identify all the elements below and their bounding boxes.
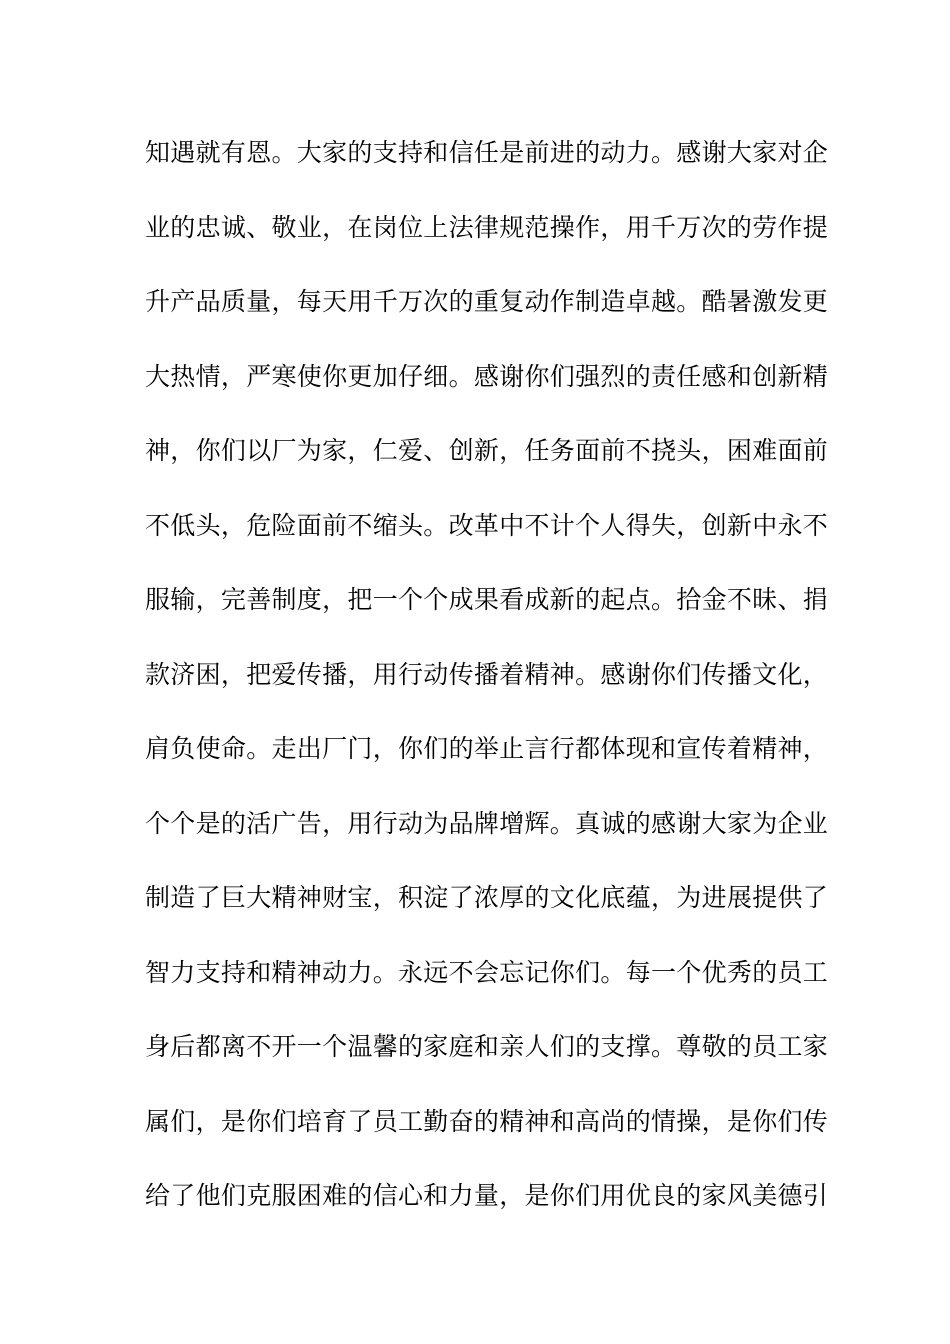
text-line: 制造了巨大精神财宝，积淀了浓厚的文化底蕴，为进展提供了	[145, 883, 829, 912]
text-line: 服输，完善制度，把一个个成果看成新的起点。拾金不昧、捐	[145, 585, 829, 614]
text-line: 大热情，严寒使你更加仔细。感谢你们强烈的责任感和创新精	[145, 361, 829, 391]
text-line: 身后都离不开一个温馨的家庭和亲人们的支撑。尊敬的员工家	[145, 1032, 829, 1061]
text-line: 升产品质量，每天用千万次的重复动作制造卓越。酷暑激发更	[145, 287, 829, 316]
text-line: 个个是的活广告，用行动为品牌增辉。真诚的感谢大家为企业	[145, 808, 829, 838]
text-line: 款济困，把爱传播，用行动传播着精神。感谢你们传播文化，	[145, 659, 829, 689]
text-line: 不低头，危险面前不缩头。改革中不计个人得失，创新中永不	[145, 510, 829, 540]
text-line: 知遇就有恩。大家的支持和信任是前进的动力。感谢大家对企	[145, 138, 829, 167]
text-line: 业的忠诚、敬业，在岗位上法律规范操作，用千万次的劳作提	[145, 212, 829, 242]
text-line: 肩负使命。走出厂门，你们的举止言行都体现和宣传着精神，	[145, 734, 829, 763]
body-text	[145, 128, 829, 1246]
text-line: 神，你们以厂为家，仁爱、创新，任务面前不挠头，困难面前	[145, 436, 829, 465]
text-line: 智力支持和精神动力。永远不会忘记你们。每一个优秀的员工	[145, 957, 829, 987]
text-line: 给了他们克服困难的信心和力量，是你们用优良的家风美德引	[145, 1181, 829, 1210]
text-line: 属们，是你们培育了员工勤奋的精神和高尚的情操，是你们传	[145, 1106, 829, 1136]
